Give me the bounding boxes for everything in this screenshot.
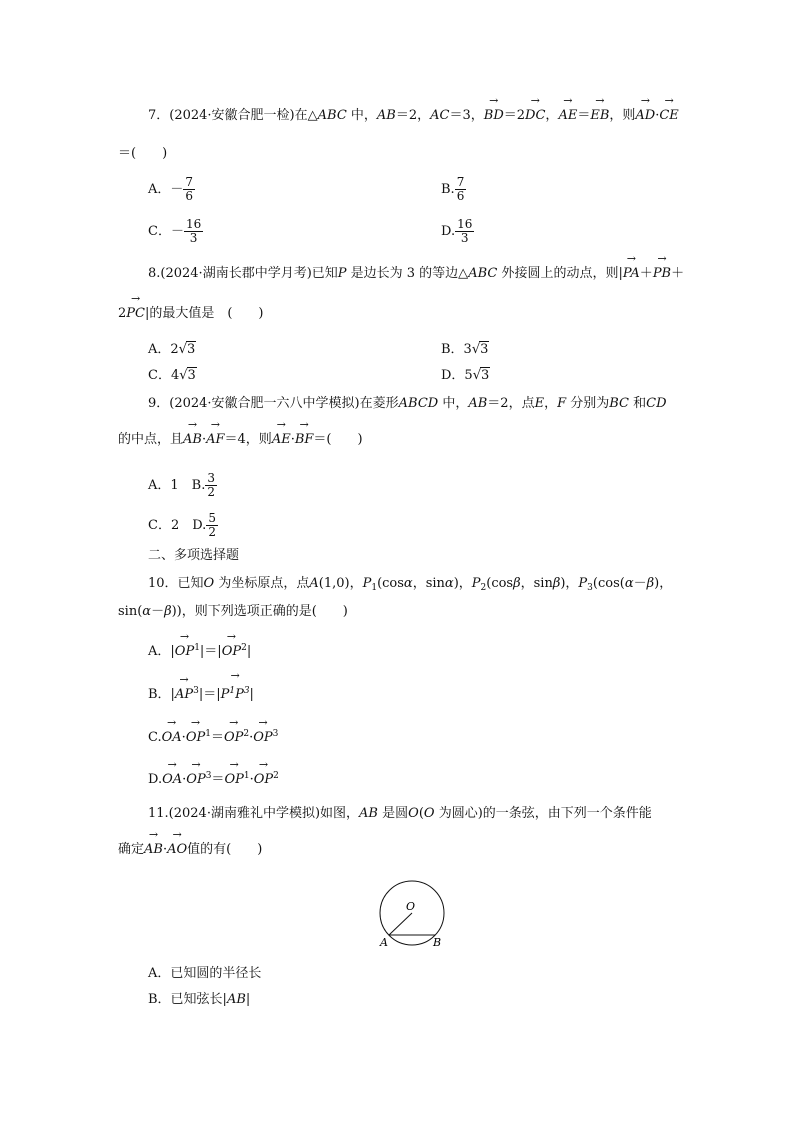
superscript: 3 [193, 686, 199, 696]
q7-blank [118, 146, 167, 162]
q10-text: |＝| [199, 644, 222, 659]
beta: β [552, 576, 561, 591]
q7-text: ，则 [609, 108, 636, 123]
q8-text: 外接圆上的动点，则| [497, 266, 623, 281]
q11-stem-line2 [118, 842, 262, 858]
label-a: A [380, 936, 388, 949]
fraction [455, 176, 467, 203]
q7-option-d [441, 218, 474, 245]
q9-options-cd [148, 512, 218, 539]
dot-operator: · [655, 108, 660, 123]
dot-operator: · [249, 772, 254, 787]
option-label: A．1 B. [148, 478, 206, 493]
alpha: α [142, 604, 152, 619]
q8-option-b [441, 342, 489, 358]
q10-text: 为坐标原点，点 [214, 576, 310, 591]
q10-text: | [246, 644, 252, 659]
beta: β [513, 576, 521, 591]
q10-text: )， [654, 576, 673, 591]
dot-operator: · [249, 730, 254, 745]
label-b: B [433, 936, 442, 949]
q10-text: (cos( [592, 576, 625, 591]
point-p: P [362, 576, 372, 591]
numerator: 16 [185, 217, 202, 231]
point-p: P [337, 266, 347, 281]
fraction [183, 176, 195, 203]
label-o: O [406, 900, 416, 913]
q9-text: 9．(2024·安徽合肥一六八中学模拟)在菱形 [148, 396, 399, 411]
radius-oa-line [389, 913, 412, 935]
vector-oa: → OA [162, 730, 182, 746]
q11-text: 是圆 [378, 806, 409, 821]
q10-text: ，sin [520, 576, 553, 591]
q7-triangle-name: ABC [317, 108, 347, 123]
circle-chord-figure [374, 873, 454, 953]
q9-text: ＝( ) [313, 432, 363, 447]
q10-stem [148, 576, 672, 596]
q7-side-ab: AB [376, 108, 396, 123]
sqrt: √3 [179, 368, 196, 383]
rhombus-name: ABCD [398, 396, 439, 411]
center-o: O [423, 806, 435, 821]
subscript: 1 [371, 583, 378, 593]
q10-text: ，sin [412, 576, 445, 591]
dot-operator: · [201, 432, 207, 447]
q11-text: 确定 [118, 842, 145, 857]
minus-operator: － [151, 604, 165, 619]
numerator: 16 [457, 217, 473, 231]
beta: β [646, 576, 655, 591]
q10-text: )， [560, 576, 579, 591]
vector-ce: → CE [659, 108, 678, 124]
vector-op1: → OP [186, 730, 205, 746]
q8-text: |的最大值是 ( ) [144, 306, 264, 321]
q7-side-ac: AC [430, 108, 450, 123]
option-label: C．4 [148, 368, 180, 383]
q11-text: ( [418, 806, 424, 821]
superscript: 3 [243, 686, 250, 696]
vector-pb: → PB [653, 266, 671, 282]
q10-text: |＝| [198, 687, 221, 702]
dot-operator: · [182, 772, 187, 787]
q9-text: 中， [438, 396, 469, 411]
fraction [455, 218, 474, 245]
q10-option-b [148, 683, 254, 703]
q7-text: ＝3， [449, 108, 484, 123]
q10-option-d [148, 768, 279, 788]
point-p: P [578, 576, 588, 591]
point-p: P [235, 687, 244, 702]
fraction [205, 472, 217, 499]
denominator: 3 [460, 231, 469, 245]
radicand: 3 [186, 342, 196, 357]
beta: β [164, 604, 172, 619]
q10-text: 10．已知 [148, 576, 204, 591]
q10-text: sin( [118, 604, 143, 619]
plus-operator: ＋ [639, 266, 653, 281]
superscript: 1 [194, 643, 200, 653]
q7-text: ， [545, 108, 559, 123]
dot-operator: · [290, 432, 295, 447]
vector-bd: → BD [484, 108, 504, 124]
sqrt: √3 [178, 342, 196, 357]
q10-text: | [249, 687, 254, 702]
vector-op2: → OP [254, 772, 273, 788]
minus-operator: － [633, 576, 647, 591]
option-label: C. [148, 730, 162, 745]
numerator: 7 [456, 175, 465, 189]
q10-option-c [148, 726, 278, 746]
option-label: B．3 [441, 342, 472, 357]
point-p: P [220, 687, 230, 702]
vector-op2: → OP [222, 644, 241, 660]
fraction [184, 218, 203, 245]
q9-text: ＝2，点 [487, 396, 535, 411]
q9-text: ＝4，则 [224, 432, 272, 447]
vector-op1: → OP [224, 772, 243, 788]
denominator: 3 [189, 231, 198, 245]
superscript: 2 [273, 771, 279, 781]
q10-text: ))，则下列选项正确的是( ) [171, 604, 348, 619]
vector-eb: → EB [590, 108, 609, 124]
vector-ab: → AB [144, 842, 163, 858]
side-ab: AB [468, 396, 488, 411]
q8-text: 是边长为 3 的等边△ [346, 266, 469, 281]
vector-pa: → PA [623, 266, 640, 282]
q10-text: )， [453, 576, 472, 591]
side-bc: BC [609, 396, 630, 411]
radicand: 3 [187, 368, 196, 383]
q9-text: 的中点，且 [118, 432, 184, 447]
plus-operator: ＋ [671, 266, 685, 281]
alpha: α [444, 576, 454, 591]
q7-text: ＝ [577, 108, 591, 123]
q7-option-a [148, 176, 195, 203]
side-cd: CD [646, 396, 667, 411]
q9-text: 分别为 [566, 396, 610, 411]
option-label: A．－ [148, 182, 184, 197]
option-label: C．－ [148, 224, 184, 239]
denominator: 6 [185, 189, 194, 203]
vector-bf: → BF [295, 432, 314, 448]
denominator: 2 [207, 485, 215, 499]
q7-option-b [441, 176, 466, 203]
q11-text: 为圆心)的一条弦，由下列一个条件能 [434, 806, 652, 821]
subscript: 3 [587, 583, 593, 593]
superscript: 1 [243, 771, 250, 781]
vector-op1: → OP [175, 644, 194, 660]
chord-ab: AB [226, 992, 246, 1007]
numerator: 3 [207, 471, 215, 485]
q10-text: (1,0)， [318, 576, 363, 591]
q8-option-a [148, 342, 196, 358]
vector-dc: → DC [525, 108, 545, 124]
dot-operator: · [181, 730, 186, 745]
q10-text: (cos [377, 576, 404, 591]
option-label: C．2 D. [148, 518, 207, 533]
q11-stem [148, 806, 652, 822]
section-heading: 二、多项选择题 [148, 548, 240, 563]
vector-af: → AF [206, 432, 224, 448]
q10-text: (cos [486, 576, 514, 591]
vector-ae: → AE [558, 108, 577, 124]
vector-ab: → AB [183, 432, 202, 448]
option-label: B．已知弦长| [148, 992, 227, 1007]
q11-option-a: A．已知圆的半径长 [148, 966, 262, 981]
vector-ao: → AO [167, 842, 187, 858]
point-e: E [534, 396, 545, 411]
vector-ae: → AE [272, 432, 291, 448]
q7-stem [148, 108, 679, 124]
q8-text: 8.(2024·湖南长郡中学月考)已知 [148, 266, 338, 281]
superscript: 3 [205, 771, 212, 781]
alpha: α [624, 576, 634, 591]
q8-stem-line2 [118, 306, 264, 322]
option-label: D. [148, 772, 163, 787]
point-f: F [557, 396, 567, 411]
vector-ad: → AD [635, 108, 655, 124]
numerator: 5 [208, 511, 216, 525]
radicand: 3 [480, 342, 489, 357]
point-p: P [471, 576, 481, 591]
fraction [206, 512, 218, 539]
superscript: 2 [243, 729, 250, 739]
chord-ab: AB [359, 806, 378, 821]
vector-pc: → PC [126, 306, 145, 322]
point-a: A [309, 576, 319, 591]
q9-stem [148, 396, 667, 412]
alpha: α [403, 576, 413, 591]
q8-triangle-name: ABC [468, 266, 498, 281]
sqrt: √3 [471, 342, 489, 357]
q7-option-c [148, 218, 203, 245]
vector-ap3: → AP [175, 687, 193, 703]
denominator: 6 [456, 189, 465, 203]
option-label: D．5 [441, 368, 473, 383]
superscript: 3 [272, 729, 279, 739]
q10-option-a [148, 640, 251, 660]
q7-answer-blank: ＝( ) [118, 146, 168, 161]
vector-oa: → OA [162, 772, 182, 788]
superscript: 1 [205, 729, 211, 739]
vector-op3: → OP [186, 772, 205, 788]
option-label: A．| [148, 644, 175, 659]
option-label: D. [441, 224, 456, 239]
q11-text: 11.(2024·湖南雅礼中学模拟)如图， [148, 806, 360, 821]
q7-text: 7．(2024·安徽合肥一检)在△ [148, 108, 318, 123]
radicand: 3 [481, 368, 490, 383]
origin-o: O [203, 576, 215, 591]
q11-option-b [148, 992, 250, 1008]
superscript: 2 [241, 643, 247, 653]
vector-op3: → OP [253, 730, 272, 746]
q9-text: 和 [629, 396, 647, 411]
option-label: A．2 [148, 342, 179, 357]
sqrt: √3 [472, 368, 490, 383]
q8-option-d [441, 368, 490, 384]
q9-text: ， [544, 396, 558, 411]
subscript: 2 [480, 583, 487, 593]
option-label: B．| [148, 687, 175, 702]
equals-operator: ＝ [211, 772, 225, 787]
q8-stem [148, 266, 684, 282]
vector-op2: → OP [224, 730, 243, 746]
equals-operator: ＝ [210, 730, 224, 745]
q11-text: | [245, 992, 251, 1007]
denominator: 2 [208, 525, 216, 539]
option-label: B. [441, 182, 455, 197]
coefficient: 2 [118, 306, 127, 321]
q11-text: 值的有( ) [187, 842, 263, 857]
superscript: 1 [229, 686, 236, 696]
q8-option-c [148, 368, 197, 384]
numerator: 7 [185, 175, 194, 189]
q9-stem-line2 [118, 432, 363, 448]
q7-text: 中， [346, 108, 377, 123]
q7-text: ＝2， [395, 108, 431, 123]
q9-options-ab [148, 472, 217, 499]
dot-operator: · [162, 842, 168, 857]
center-o: O [408, 806, 419, 821]
vector-p1p3 [221, 683, 250, 703]
q7-text: ＝2 [503, 108, 526, 123]
q10-stem-line2 [118, 604, 348, 620]
